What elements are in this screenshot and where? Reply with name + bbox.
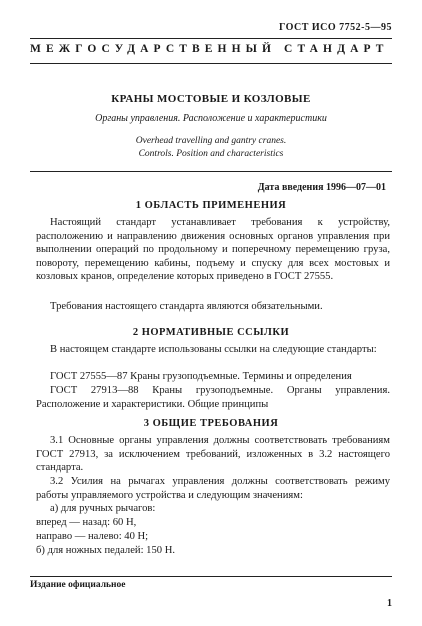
section-2-reference-1: ГОСТ 27555—87 Краны грузоподъемные. Термины и определения [50, 371, 352, 382]
page-number: 1 [387, 598, 392, 609]
document-title: КРАНЫ МОСТОВЫЕ И КОЗЛОВЫЕ [111, 93, 311, 105]
section-1-paragraph-1: Настоящий стандарт устанавливает требования к устройству, расположению и направлению движения основных органов управления при выполнении операций по продольному и поперечному перемещению груза, повороту, перемещению кабины, подъему и спуску для всех мостовых и козловых кранов, определение которых приведено в ГОСТ 27555. [36, 217, 390, 282]
standard-type-heading: МЕЖГОСУДАРСТВЕННЫЙ СТАНДАРТ [30, 43, 389, 55]
section-3-paragraph-2: 3.2 Усилия на рычагах управления должны соответствовать режиму работы управляемого устройства и следующим значениям: [36, 476, 390, 501]
section-3-list-item-b: б) для ножных педалей: 150 Н. [36, 545, 176, 556]
section-3-paragraph-1: 3.1 Основные органы управления должны соответствовать требованиям ГОСТ 27913, за исключением требований, изложенных в 3.2 настоящего стандарта. [36, 435, 390, 473]
section-heading-scope: 1 ОБЛАСТЬ ПРИМЕНЕНИЯ [135, 200, 287, 211]
section-2-reference-2: ГОСТ 27913—88 Краны грузоподъемные. Органы управления. Расположение и характеристики. Общие принципы [36, 385, 390, 410]
section-2-paragraph-1: В настоящем стандарте использованы ссылки на следующие стандарты: [50, 344, 377, 355]
header-rule-top [30, 38, 392, 39]
section-heading-normative-references: 2 НОРМАТИВНЫЕ ССЫЛКИ [132, 327, 290, 338]
header-rule-bottom [30, 63, 392, 64]
section-3-list-item-forward-back: вперед — назад: 60 Н, [36, 517, 137, 528]
footer-rule [30, 576, 392, 577]
official-edition-label: Издание официальное [30, 580, 126, 590]
section-3-list-item-right-left: направо — налево: 40 Н; [36, 531, 149, 542]
title-rule [30, 171, 392, 172]
subtitle-english-line-2: Controls. Position and characteristics [138, 149, 284, 159]
subtitle-russian: Органы управления. Расположение и характеристики [95, 113, 327, 124]
section-3-list-item-a: а) для ручных рычагов: [50, 503, 156, 514]
introduction-date: Дата введения 1996—07—01 [257, 182, 386, 193]
subtitle-english-line-1: Overhead travelling and gantry cranes. [135, 136, 287, 146]
section-1-paragraph-2: Требования настоящего стандарта являются обязательными. [50, 301, 323, 312]
section-heading-general-requirements: 3 ОБЩИЕ ТРЕБОВАНИЯ [143, 418, 279, 429]
document-number: ГОСТ ИСО 7752-5—95 [278, 22, 392, 33]
